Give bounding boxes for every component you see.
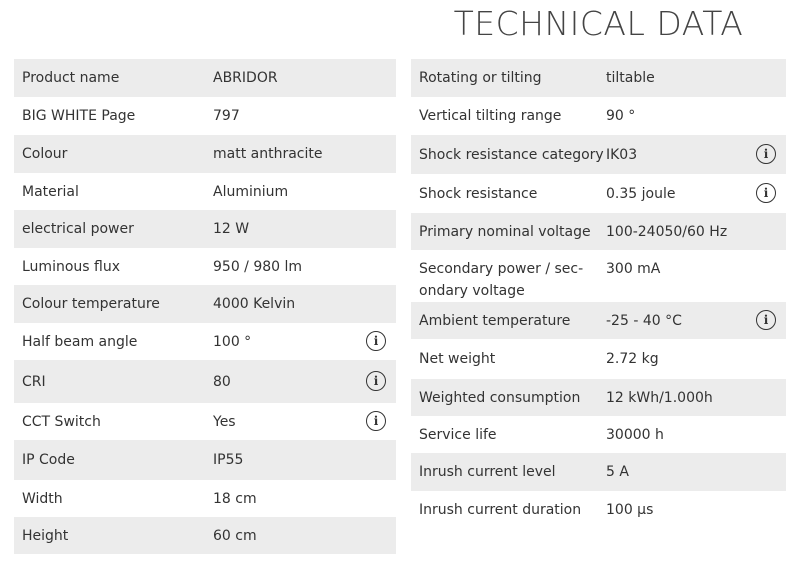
spec-value: 950 / 980 lm [213,258,303,275]
spec-row [411,491,786,528]
info-icon[interactable]: i [756,183,776,203]
spec-row [411,453,786,491]
spec-row [14,135,396,173]
spec-value: 100 ° [213,333,252,350]
spec-row [14,285,396,323]
spec-label: electrical power [22,221,134,237]
spec-label: CCT Switch [22,413,101,430]
spec-row [14,403,396,440]
spec-value: Aluminium [213,183,289,200]
spec-label: Ambient temperature [419,312,571,329]
info-icon[interactable]: i [366,411,386,431]
spec-value: 90 ° [606,108,636,124]
spec-row [411,302,786,339]
spec-value: 5 A [606,464,629,480]
spec-row [14,210,396,248]
spec-label: Secondary power / sec-ondary voltage [419,261,584,299]
spec-label: Primary nominal voltage [419,223,591,240]
spec-value: 12 W [213,221,250,237]
spec-value: IP55 [213,452,244,468]
spec-value: 60 cm [213,527,257,544]
spec-label: BIG WHITE Page [22,108,136,124]
spec-value: 300 mA [606,261,661,277]
info-icon[interactable]: i [366,371,386,391]
spec-label: Service life [419,426,497,443]
spec-row [411,59,786,97]
spec-value: ABRIDOR [213,70,278,86]
spec-row [14,173,396,210]
spec-row [411,339,786,379]
spec-row [14,360,396,403]
spec-row [411,174,786,213]
spec-value: 100 µs [606,501,654,518]
spec-value: tiltable [606,70,655,86]
spec-row [14,440,396,480]
spec-row [411,97,786,135]
page-title: TECHNICAL DATA [453,4,744,43]
spec-label: Vertical tilting range [419,108,562,124]
spec-value: 30000 h [606,426,664,443]
spec-label: Inrush current duration [419,501,582,518]
spec-row [14,480,396,517]
spec-label: Width [22,490,63,507]
spec-table-right [411,59,786,528]
spec-value: 797 [213,108,240,124]
spec-label: Material [22,183,79,200]
spec-row [411,379,786,416]
spec-value: 4000 Kelvin [213,296,296,312]
spec-row [411,213,786,250]
spec-label: Luminous flux [22,258,120,275]
spec-value: 100-24050/60 Hz [606,223,728,240]
spec-row [14,97,396,135]
spec-label: Colour [22,146,68,162]
spec-value: 18 cm [213,490,257,507]
spec-label: IP Code [22,452,75,468]
spec-label: Product name [22,70,120,86]
spec-label: Inrush current level [419,464,556,480]
spec-label: Shock resistance category [419,146,604,163]
spec-label: Shock resistance [419,185,538,202]
info-icon[interactable]: i [756,144,776,164]
spec-value: Yes [213,413,236,430]
info-icon[interactable]: i [756,310,776,330]
spec-label: Rotating or tilting [419,70,542,86]
spec-value: IK03 [606,146,638,163]
spec-table-left [14,59,396,554]
spec-value: -25 - 40 °C [606,312,682,329]
spec-value: 12 kWh/1.000h [606,389,713,406]
spec-label: Colour temperature [22,296,160,312]
spec-row [14,517,396,554]
spec-label: Net weight [419,351,496,367]
spec-value: matt anthracite [213,146,323,162]
spec-row [14,248,396,285]
spec-row [411,416,786,453]
spec-value: 0.35 joule [606,185,676,202]
spec-label: Weighted consumption [419,389,581,406]
spec-row [14,59,396,97]
spec-row [14,323,396,360]
spec-row [411,250,786,302]
info-icon[interactable]: i [366,331,386,351]
spec-value: 2.72 kg [606,351,659,367]
spec-label: Half beam angle [22,333,138,350]
spec-label: Height [22,527,69,544]
spec-row [411,135,786,174]
spec-label: CRI [22,373,46,390]
spec-value: 80 [213,373,231,390]
